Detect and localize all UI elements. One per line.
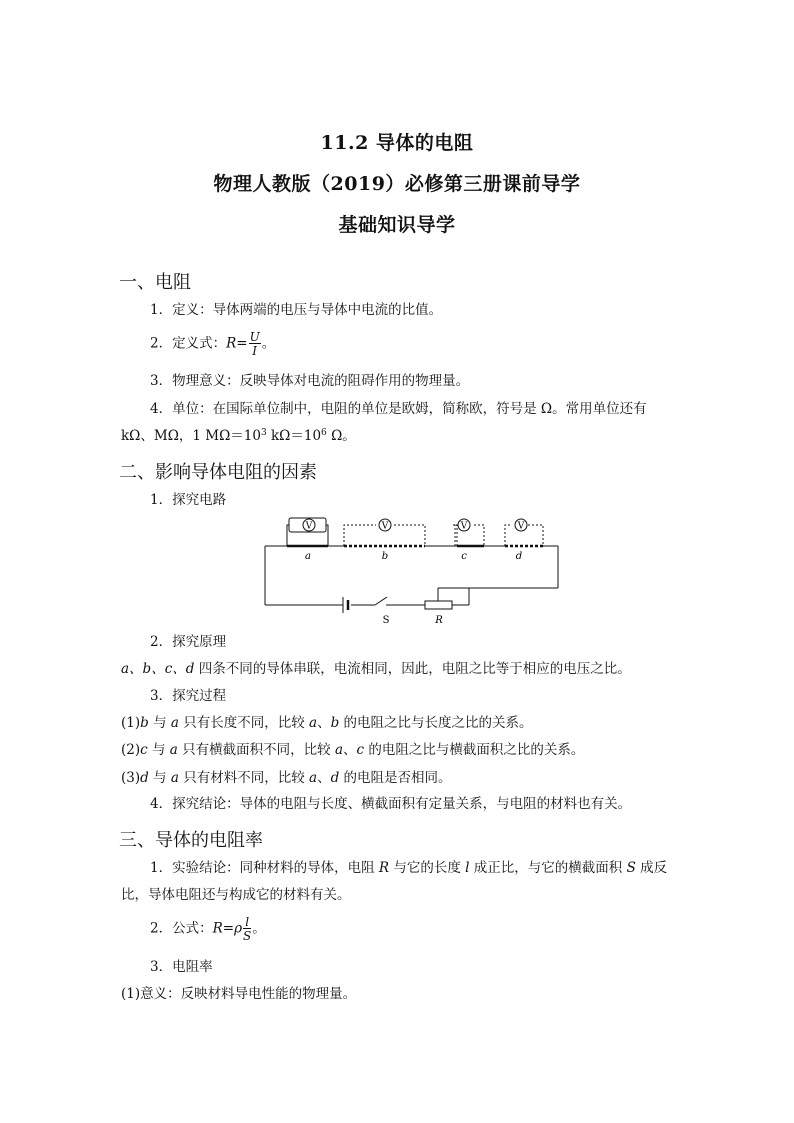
- conductor-a-label: a: [305, 551, 311, 562]
- unit-text-line2: [121, 430, 356, 444]
- process-item-number: (2): [121, 742, 141, 758]
- conductor-c-label: c: [461, 551, 467, 562]
- unit-part-a: kΩ、MΩ，1 MΩ＝10: [121, 428, 261, 444]
- process-text: 的电阻是否相同。: [339, 770, 452, 786]
- experiment-conclusion-line2: 比，导体电阻还与构成它的材料有关。: [121, 887, 351, 903]
- heading-resistivity: 三、导体的电阻率: [119, 830, 263, 851]
- process-var: c: [140, 742, 148, 758]
- fraction-l-over-s: [243, 916, 251, 942]
- document-title: 11.2 导体的电阻: [320, 132, 474, 154]
- process-text: 只有长度不同，比较: [178, 715, 310, 731]
- exponent-3: 3: [260, 428, 267, 438]
- process-var: a: [309, 770, 318, 786]
- circuit-diagram: [255, 515, 575, 627]
- process-item-1: [121, 717, 533, 731]
- conductor-b-label: b: [381, 551, 389, 562]
- conductor-d-label: d: [515, 551, 523, 562]
- process-text: 、: [343, 742, 357, 758]
- process-item-3: [121, 772, 452, 786]
- process-var: a: [170, 770, 179, 786]
- unit-text-line1: 4．单位：在国际单位制中，电阻的单位是欧姆，简称欧，符号是 Ω。常用单位还有: [150, 401, 647, 417]
- process-item-number: (3): [121, 770, 141, 786]
- formula-prefix: 2．定义式：: [150, 335, 227, 352]
- process-text: 、: [317, 715, 331, 731]
- process-text: 的电阻之比与长度之比的关系。: [339, 715, 533, 731]
- process-text: 只有材料不同，比较: [178, 770, 310, 786]
- formula-end: 。: [252, 920, 266, 937]
- physical-meaning-text: 3．物理意义：反映导体对电流的阻碍作用的物理量。: [150, 373, 470, 389]
- process-var: a: [309, 715, 318, 731]
- exponent-6: 6: [321, 428, 327, 438]
- fraction-u-over-i: [249, 331, 261, 357]
- principle-title: 2．探究原理: [150, 634, 227, 650]
- conclusion-text: 4．探究结论：导体的电阻与长度、横截面积有定量关系，与电阻的材料也有关。: [150, 796, 632, 812]
- principle-text: [121, 663, 631, 677]
- process-var: d: [140, 770, 149, 786]
- unit-part-b: kΩ＝10: [266, 428, 322, 444]
- meter-b-symbol: V: [381, 521, 389, 532]
- process-item-number: (1): [121, 715, 141, 731]
- definition-text: 1．定义：导体两端的电压与导体中电流的比值。: [150, 302, 443, 318]
- process-var: a: [169, 742, 178, 758]
- heading-factors: 二、影响导体电阻的因素: [119, 462, 317, 483]
- resistivity-title: 3．电阻率: [150, 959, 213, 975]
- rheostat-label: R: [435, 615, 443, 626]
- fraction-denominator: I: [252, 344, 258, 358]
- meter-d-symbol: V: [517, 521, 525, 532]
- definition-formula: [150, 331, 275, 357]
- exp-var-l: l: [465, 860, 470, 876]
- resistivity-formula: [150, 916, 266, 942]
- section-title: 基础知识导学: [338, 214, 456, 236]
- switch-label: S: [382, 615, 390, 626]
- process-var: b: [140, 715, 149, 731]
- exp-text: 成正比，与它的横截面积: [469, 860, 627, 876]
- process-item-2: [121, 744, 584, 758]
- resistivity-meaning: (1)意义：反映材料导电性能的物理量。: [121, 986, 357, 1002]
- process-text: 与: [147, 742, 170, 758]
- meter-c-symbol: V: [460, 521, 468, 532]
- formula-end: 。: [261, 335, 276, 352]
- heading-resistance: 一、电阻: [119, 272, 191, 293]
- experiment-conclusion-line1: [150, 862, 667, 876]
- process-title: 3．探究过程: [150, 688, 227, 704]
- process-var: a: [170, 715, 179, 731]
- exp-text: 与它的长度: [389, 860, 466, 876]
- exp-var-s: S: [626, 860, 636, 876]
- process-text: 与: [148, 715, 171, 731]
- process-var: b: [330, 715, 340, 731]
- unit-part-c: Ω。: [326, 428, 356, 444]
- circuit-title: 1．探究电路: [150, 492, 227, 508]
- document-subtitle: 物理人教版（2019）必修第三册课前导学: [213, 173, 581, 195]
- principle-vars: a、b、c、d: [121, 661, 195, 677]
- principle-body: 四条不同的导体串联，电流相同，因此，电阻之比等于相应的电压之比。: [194, 661, 631, 677]
- fraction-numerator: U: [249, 330, 260, 344]
- fraction-numerator: l: [243, 916, 251, 929]
- process-var: a: [334, 742, 343, 758]
- meter-a-symbol: V: [305, 521, 313, 532]
- formula-lhs: R=: [226, 335, 248, 352]
- formula-prefix: 2．公式：: [150, 920, 213, 937]
- exp-text: 1．实验结论：同种材料的导体，电阻: [150, 860, 379, 876]
- exp-text: 成反: [635, 860, 668, 876]
- process-var: c: [356, 742, 365, 758]
- fraction-denominator: S: [243, 929, 252, 943]
- formula-lhs: R=ρ: [212, 920, 243, 937]
- process-text: 、: [317, 770, 331, 786]
- process-text: 与: [148, 770, 171, 786]
- process-text: 只有横截面积不同，比较: [177, 742, 335, 758]
- process-text: 的电阻之比与横截面积之比的关系。: [364, 742, 585, 758]
- exp-var-r: R: [378, 860, 390, 876]
- process-var: d: [330, 770, 340, 786]
